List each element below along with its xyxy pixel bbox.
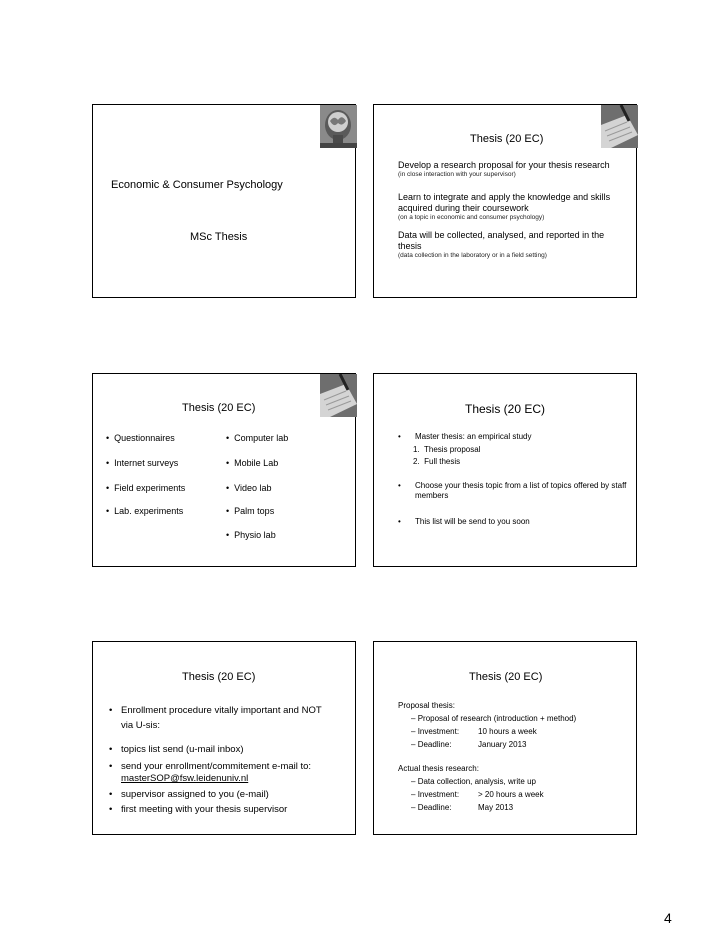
- slide-5-title: Thesis (20 EC): [182, 671, 256, 683]
- list-item: [106, 506, 183, 516]
- list-item: [109, 744, 112, 755]
- bullet-icon: •: [109, 804, 113, 815]
- section-heading: Proposal thesis:: [398, 701, 455, 710]
- slide-4: [373, 373, 637, 567]
- brain-head-icon: [320, 105, 357, 148]
- slide-2-title: Thesis (20 EC): [470, 133, 544, 145]
- dash-icon: –: [411, 790, 416, 799]
- item-main: Learn to integrate and apply the knowledge and skills acquired during their coursework: [398, 192, 611, 213]
- list-item-label: Investment:: [417, 727, 460, 736]
- bullet-icon: •: [398, 517, 401, 526]
- list-item-label: Enrollment procedure vitally important and NOT via U-sis:: [121, 705, 322, 731]
- dash-icon: –: [411, 727, 416, 736]
- list-item-label: Palm tops: [234, 506, 275, 516]
- numbered-item: 1. Thesis proposal: [413, 445, 481, 454]
- slide-6: [373, 641, 637, 835]
- item-sub: (data collection in the laboratory or in a field setting): [398, 252, 547, 259]
- list-item-label: send your enrollment/commitement e-mail to:: [121, 761, 312, 772]
- section-heading: Actual thesis research:: [398, 764, 479, 773]
- bullet-icon: •: [109, 761, 113, 772]
- list-item-label: Field experiments: [114, 483, 186, 493]
- dash-icon: –: [411, 740, 416, 749]
- list-item-label: Lab. experiments: [114, 506, 184, 516]
- bullet-icon: •: [109, 789, 113, 800]
- list-item: [398, 481, 401, 491]
- list-item: [226, 433, 288, 443]
- bullet-icon: •: [226, 530, 230, 540]
- slide-1-subtitle: MSc Thesis: [190, 231, 248, 243]
- list-item: [106, 433, 175, 443]
- bullet-icon: •: [226, 483, 230, 493]
- list-item: [226, 530, 276, 540]
- list-item-label: supervisor assigned to you (e-mail): [121, 789, 269, 800]
- list-item-label: Choose your thesis topic from a list of topics offered by staff members: [415, 481, 627, 500]
- slide-2: [373, 104, 637, 298]
- list-item: [226, 506, 274, 516]
- list-item-label: Deadline:: [417, 740, 452, 749]
- list-item-value: January 2013: [478, 740, 527, 749]
- list-item-label: Questionnaires: [114, 433, 175, 443]
- list-item-label: Computer lab: [234, 433, 289, 443]
- list-item: [411, 727, 459, 737]
- list-item: [106, 483, 185, 493]
- list-item: [411, 790, 459, 800]
- slide-1-title: Economic & Consumer Psychology: [111, 179, 283, 191]
- numbered-item-label: Thesis proposal: [423, 445, 481, 454]
- item-sub: (in close interaction with your supervisor): [398, 171, 516, 178]
- list-item: [411, 803, 452, 813]
- slide-2-item-2: [398, 192, 630, 222]
- slide-1: [92, 104, 356, 298]
- slide-4-title: Thesis (20 EC): [465, 402, 546, 416]
- writing-paper-icon: [601, 105, 638, 148]
- item-sub: (on a topic in economic and consumer psychology): [398, 214, 545, 221]
- bullet-icon: •: [109, 744, 113, 755]
- list-item-label: Master thesis: an empirical study: [415, 432, 532, 441]
- numbered-item-label: Full thesis: [424, 457, 461, 466]
- list-item-value: 10 hours a week: [478, 727, 537, 736]
- bullet-icon: •: [226, 458, 230, 468]
- dash-icon: –: [411, 714, 416, 723]
- list-item: [226, 483, 272, 493]
- list-item-label: first meeting with your thesis supervisor: [121, 804, 288, 815]
- list-item-label: This list will be send to you soon: [415, 517, 530, 526]
- list-item: [109, 761, 112, 772]
- writing-paper-icon: [320, 374, 357, 417]
- page-number: 4: [664, 910, 672, 926]
- slide-3: [92, 373, 356, 567]
- list-item-label: Physio lab: [234, 530, 276, 540]
- bullet-icon: •: [398, 481, 401, 490]
- numbered-item: 2. Full thesis: [413, 457, 461, 466]
- bullet-icon: •: [226, 506, 230, 516]
- bullet-icon: •: [106, 433, 110, 443]
- list-item: [106, 458, 178, 468]
- list-item: [411, 714, 576, 724]
- bullet-icon: •: [106, 506, 110, 516]
- dash-icon: –: [411, 803, 416, 812]
- list-item-label: Investment:: [417, 790, 460, 799]
- list-item: [226, 458, 278, 468]
- list-item-label: Data collection, analysis, write up: [417, 777, 536, 786]
- dash-icon: –: [411, 777, 416, 786]
- bullet-icon: •: [106, 483, 110, 493]
- list-item-label: Internet surveys: [114, 458, 179, 468]
- list-item: [411, 740, 452, 750]
- email-link[interactable]: masterSOP@fsw.leidenuniv.nl: [121, 773, 249, 784]
- list-item-label: Deadline:: [417, 803, 452, 812]
- slide-5: [92, 641, 356, 835]
- bullet-icon: •: [226, 433, 230, 443]
- bullet-icon: •: [398, 432, 401, 441]
- list-item-label: Proposal of research (introduction + method): [417, 714, 577, 723]
- item-main: Data will be collected, analysed, and reported in the thesis: [398, 230, 605, 251]
- slide-2-item-3: [398, 230, 630, 260]
- list-item: [398, 517, 401, 527]
- list-item: [411, 777, 536, 787]
- slide-6-title: Thesis (20 EC): [469, 671, 543, 683]
- list-item-label: topics list send (u-mail inbox): [121, 744, 244, 755]
- list-item: [398, 432, 401, 442]
- bullet-icon: •: [109, 705, 113, 716]
- list-item-value: > 20 hours a week: [478, 790, 544, 799]
- list-item-label: Mobile Lab: [234, 458, 279, 468]
- list-item: [109, 703, 112, 718]
- list-item: [109, 789, 112, 800]
- slide-3-title: Thesis (20 EC): [182, 402, 256, 414]
- list-item: [109, 804, 112, 815]
- bullet-icon: •: [106, 458, 110, 468]
- item-main: Develop a research proposal for your thesis research: [398, 160, 610, 170]
- slide-2-item-1: [398, 160, 630, 179]
- list-item-value: May 2013: [478, 803, 514, 812]
- list-item-label: Video lab: [234, 483, 272, 493]
